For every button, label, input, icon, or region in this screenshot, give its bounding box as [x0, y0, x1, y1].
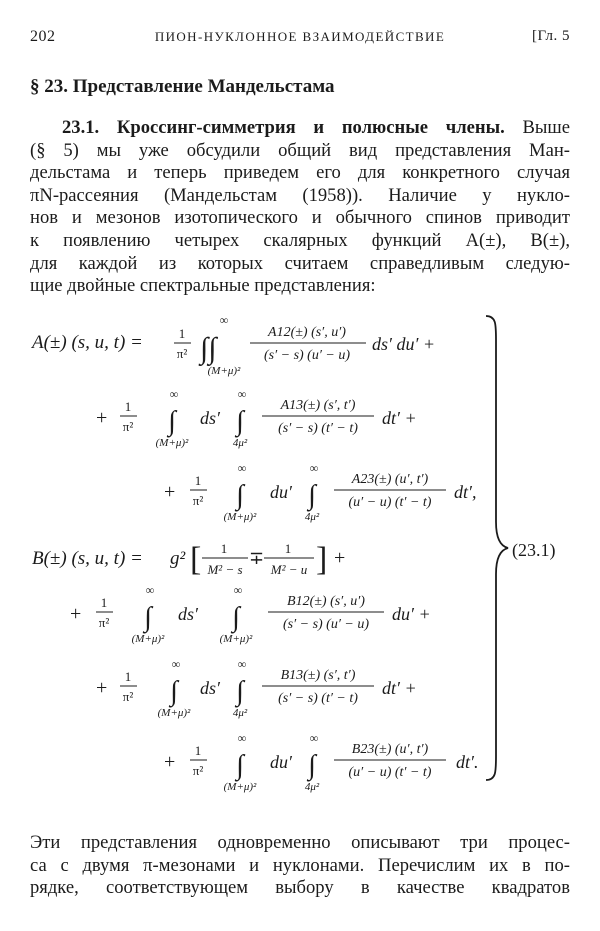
paragraph-line	[30, 117, 570, 140]
lower-limit: (M+μ)²	[157, 707, 191, 719]
paragraph-line: πN-рассеяния (Мандельстам (1958)). Наличие у нукло-	[30, 184, 570, 206]
upper-limit: ∞	[309, 731, 319, 745]
paragraph-line: для каждой из которых считаем справедливым следую-	[30, 252, 570, 274]
integral-sign: ∫	[170, 676, 178, 707]
plus-sign: +	[70, 603, 82, 625]
integral-sign: ∫	[168, 406, 176, 437]
measure: dt′,	[454, 482, 477, 502]
paragraph-line: (§ 5) мы уже обсудили общий вид представления Ман-	[30, 139, 570, 161]
eq-row-a2	[96, 387, 417, 449]
integral-sign: ∫	[236, 676, 244, 707]
pole-den-s: M² − s	[207, 562, 243, 577]
eq-row-b3	[96, 657, 417, 719]
intro-paragraph	[30, 117, 570, 298]
upper-limit: ∞	[237, 657, 247, 671]
upper-limit: ∞	[309, 461, 319, 475]
spectral-A12: A12(±) (s′, u′)	[268, 325, 346, 340]
upper-limit: ∞	[237, 387, 247, 401]
upper-limit: ∞	[233, 583, 243, 597]
denominator: (u′ − u) (t′ − t)	[348, 765, 432, 780]
integral-sign: ∫	[236, 406, 244, 437]
plus-sign: +	[164, 751, 176, 773]
upper-limit: ∞	[237, 461, 247, 475]
page-number: 202	[30, 28, 56, 45]
measure: ds′ du′ +	[372, 334, 436, 354]
spectral-B12: B12(±) (s′, u′)	[287, 594, 365, 609]
right-brace	[486, 316, 508, 780]
section-title: § 23. Представление Мандельстама	[30, 76, 335, 97]
plus-sign: +	[334, 547, 346, 569]
integral-sign: ∫	[236, 750, 244, 781]
paragraph-line: Эти представления одновременно описывают три процес-	[30, 832, 570, 853]
lower-limit: 4μ²	[232, 707, 248, 719]
measure: ds′	[200, 408, 220, 428]
lhs-A: A(±) (s, u, t) =	[32, 332, 143, 353]
coef-den: π²	[176, 346, 188, 361]
coef-den: π²	[192, 763, 204, 778]
measure: du′	[270, 752, 292, 772]
lower-limit: 4μ²	[304, 511, 320, 523]
upper-limit: ∞	[237, 731, 247, 745]
integral-sign: ∫	[232, 602, 240, 633]
lower-limit: (M+μ)²	[219, 633, 253, 645]
measure: du′	[270, 482, 292, 502]
eq-row-b4	[164, 731, 478, 793]
lhs-B: B(±) (s, u, t) =	[32, 548, 143, 569]
equation-23-1	[0, 300, 600, 810]
plus-sign: +	[96, 407, 108, 429]
measure: dt′ +	[382, 408, 417, 428]
measure: du′ +	[392, 604, 431, 624]
chapter-reference: [Гл. 5	[531, 28, 570, 44]
lower-limit: (M+μ)²	[131, 633, 165, 645]
measure: ds′	[200, 678, 220, 698]
paragraph-line: дельстама и теперь приведем его для конкретного случая	[30, 162, 570, 184]
lower-limit: (M+μ)²	[223, 511, 257, 523]
lower-limit: 4μ²	[232, 437, 248, 449]
running-head	[30, 28, 570, 52]
integral-sign: ∫	[308, 750, 316, 781]
integral-sign: ∫	[144, 602, 152, 633]
pole-num: 1	[284, 541, 292, 556]
pole-num: 1	[220, 541, 228, 556]
coef-num: 1	[124, 399, 132, 414]
plus-sign: +	[96, 677, 108, 699]
denominator: (u′ − u) (t′ − t)	[348, 495, 432, 510]
coef-num: 1	[194, 743, 202, 758]
measure: dt′.	[456, 752, 479, 772]
upper-limit: ∞	[145, 583, 155, 597]
measure: ds′	[178, 604, 198, 624]
denominator: (s′ − s) (u′ − u)	[282, 617, 370, 632]
eq-row-b2	[70, 583, 431, 645]
paragraph-line: к появлению четырех скалярных функций A(±), B(±),	[30, 229, 570, 251]
eq-row-b1	[32, 541, 345, 578]
upper-limit: ∞	[171, 657, 181, 671]
coupling-g2: g²	[170, 548, 186, 569]
coef-num: 1	[100, 595, 108, 610]
pole-den-u: M² − u	[270, 562, 308, 577]
paragraph-line: нов и мезонов изотопического и обычного спинов приводит	[30, 207, 570, 229]
spectral-A13: A13(±) (s′, t′)	[280, 398, 356, 413]
lower-limit: (M+μ)²	[207, 365, 241, 377]
coef-den: π²	[122, 419, 134, 434]
subsection-heading: 23.1. Кроссинг-симметрия и полюсные члены.	[62, 117, 505, 138]
spectral-B23: B23(±) (u′, t′)	[351, 742, 429, 757]
coef-den: π²	[122, 689, 134, 704]
eq-row-a1	[30, 313, 435, 377]
coef-num: 1	[124, 669, 132, 684]
paragraph-line: са с двумя π-мезонами и нуклонами. Перечислим их в по-	[30, 854, 570, 876]
minus-plus-sign: ∓	[249, 548, 265, 568]
denominator: (s′ − s) (u′ − u)	[263, 348, 351, 363]
equation-number: (23.1)	[512, 540, 556, 560]
running-title: ПИОН-НУКЛОННОЕ ВЗАИМОДЕЙСТВИЕ	[154, 29, 446, 44]
upper-limit: ∞	[169, 387, 179, 401]
coef-den: π²	[192, 493, 204, 508]
eq-row-a3	[164, 461, 476, 523]
spectral-A23: A23(±) (u′, t′)	[351, 472, 429, 487]
spectral-B13: B13(±) (s′, t′)	[280, 668, 356, 683]
paragraph-line: рядке, соответствующем выбору в качестве квадратов	[30, 877, 570, 899]
left-bracket: [	[190, 541, 202, 578]
lower-limit: (M+μ)²	[223, 781, 257, 793]
coef-den: π²	[98, 615, 110, 630]
integral-sign: ∫	[236, 480, 244, 511]
integral-sign: ∫	[308, 480, 316, 511]
right-bracket: ]	[316, 541, 328, 578]
denominator: (s′ − s) (t′ − t)	[278, 421, 358, 436]
denominator: (s′ − s) (t′ − t)	[278, 691, 358, 706]
upper-limit: ∞	[219, 313, 229, 327]
lower-limit: 4μ²	[304, 781, 320, 793]
plus-sign: +	[164, 481, 176, 503]
lower-limit: (M+μ)²	[155, 437, 189, 449]
paragraph-line: щие двойные спектральные представления:	[30, 275, 376, 297]
paragraph-line-text: Выше	[522, 117, 570, 138]
coef-num: 1	[194, 473, 202, 488]
closing-paragraph	[30, 832, 570, 900]
measure: dt′ +	[382, 678, 417, 698]
coef-num: 1	[178, 326, 186, 341]
double-integral-sign: ∫∫	[200, 332, 217, 365]
